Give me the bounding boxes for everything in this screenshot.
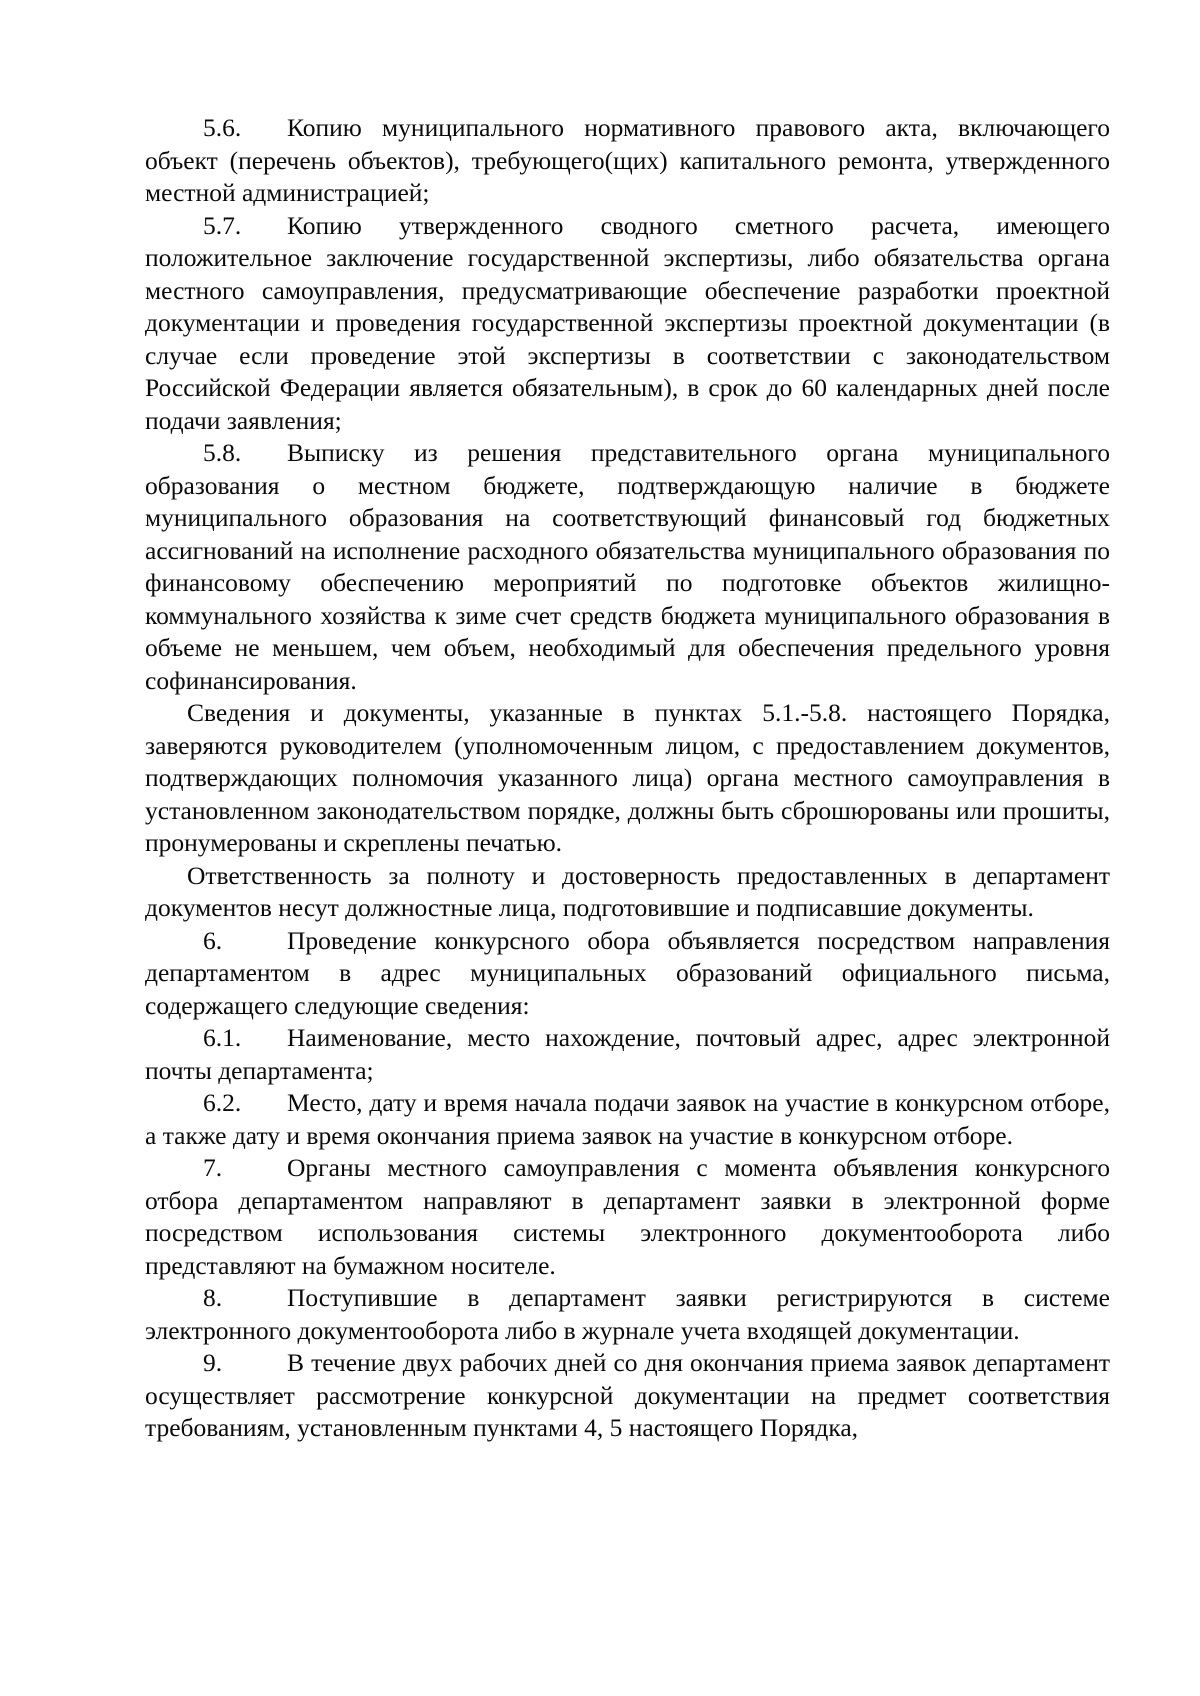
document-body bbox=[145, 112, 1110, 1445]
paragraph-text: Сведения и документы, указанные в пунктах 5.1.-5.8. настоящего Порядка, заверяются руководителем (уполномоченным лицом, с предоставлением документов, подтверждающих полномочия указанного лица) органа местного самоуправления в установленном законодательством порядке, должны быть сброшюрованы или прошиты, пронумерованы и скреплены печатью. bbox=[145, 698, 1110, 857]
paragraph-8 bbox=[145, 1282, 1110, 1347]
paragraph-text: Наименование, место нахождение, почтовый адрес, адрес электронной почты департамента; bbox=[145, 1023, 1110, 1085]
paragraph-text: Копию утвержденного сводного сметного расчета, имеющего положительное заключение государственной экспертизы, либо обязательства органа местного самоуправления, предусматривающие обеспечение разработки проектной документации и проведения государственной экспертизы проектной документации (в случае если проведение этой экспертизы в соответствии с законодательством Российской Федерации является обязательным), в срок до 60 календарных дней после подачи заявления; bbox=[145, 210, 1110, 435]
paragraph-5-6 bbox=[145, 112, 1110, 210]
paragraph-5-8 bbox=[145, 437, 1110, 697]
paragraph-text: Место, дату и время начала подачи заявок на участие в конкурсном отборе, а также дату и время окончания приема заявок на участие в конкурсном отборе. bbox=[145, 1088, 1110, 1150]
paragraph-9 bbox=[145, 1347, 1110, 1445]
paragraph-text: Органы местного самоуправления с момента объявления конкурсного отбора департаментом направляют в департамент заявки в электронной форме посредством использования системы электронного документооборота либо представляют на бумажном носителе. bbox=[145, 1153, 1110, 1280]
paragraph-number: 7. bbox=[203, 1153, 223, 1182]
paragraph-number: 6.2. bbox=[203, 1088, 242, 1117]
paragraph-5-7 bbox=[145, 210, 1110, 438]
paragraph-number: 8. bbox=[203, 1283, 223, 1312]
paragraph-number: 9. bbox=[203, 1348, 223, 1377]
paragraph-text: Ответственность за полноту и достоверность предоставленных в департамент документов несут должностные лица, подготовившие и подписавшие документы. bbox=[145, 860, 1110, 922]
paragraph-text: Проведение конкурсного обора объявляется посредством направления департаментом в адрес муниципальных образований официального письма, содержащего следующие сведения: bbox=[145, 925, 1110, 1020]
paragraph-6-2 bbox=[145, 1087, 1110, 1152]
paragraph-6-1 bbox=[145, 1022, 1110, 1087]
paragraph-6 bbox=[145, 925, 1110, 1023]
paragraph-responsibility bbox=[145, 860, 1110, 925]
paragraph-number: 6.1. bbox=[203, 1023, 242, 1052]
paragraph-number: 6. bbox=[203, 925, 223, 955]
paragraph-text: Поступившие в департамент заявки регистрируются в системе электронного документооборота либо в журнале учета входящей документации. bbox=[145, 1283, 1110, 1345]
paragraph-text: Копию муниципального нормативного правового акта, включающего объект (перечень объектов), требующего(щих) капитального ремонта, утвержденного местной администрацией; bbox=[145, 113, 1110, 207]
paragraph-text: В течение двух рабочих дней со дня окончания приема заявок департамент осуществляет рассмотрение конкурсной документации на предмет соответствия требованиям, установленным пунктами 4, 5 настоящего Порядка, bbox=[145, 1348, 1110, 1442]
paragraph-7 bbox=[145, 1152, 1110, 1282]
paragraph-certification bbox=[145, 697, 1110, 860]
paragraph-number: 5.8. bbox=[203, 438, 242, 467]
paragraph-number: 5.7. bbox=[203, 210, 242, 240]
paragraph-text: Выписку из решения представительного органа муниципального образования о местном бюджете, подтверждающую наличие в бюджете муниципального образования на соответствующий финансовый год бюджетных ассигнований на исполнение расходного обязательства муниципального образования по финансовому обеспечению мероприятий по подготовке объектов жилищно-коммунального хозяйства к зиме счет средств бюджета муниципального образования в объеме не меньшем, чем объем, необходимый для обеспечения предельного уровня софинансирования. bbox=[145, 438, 1110, 695]
paragraph-number: 5.6. bbox=[203, 113, 242, 142]
